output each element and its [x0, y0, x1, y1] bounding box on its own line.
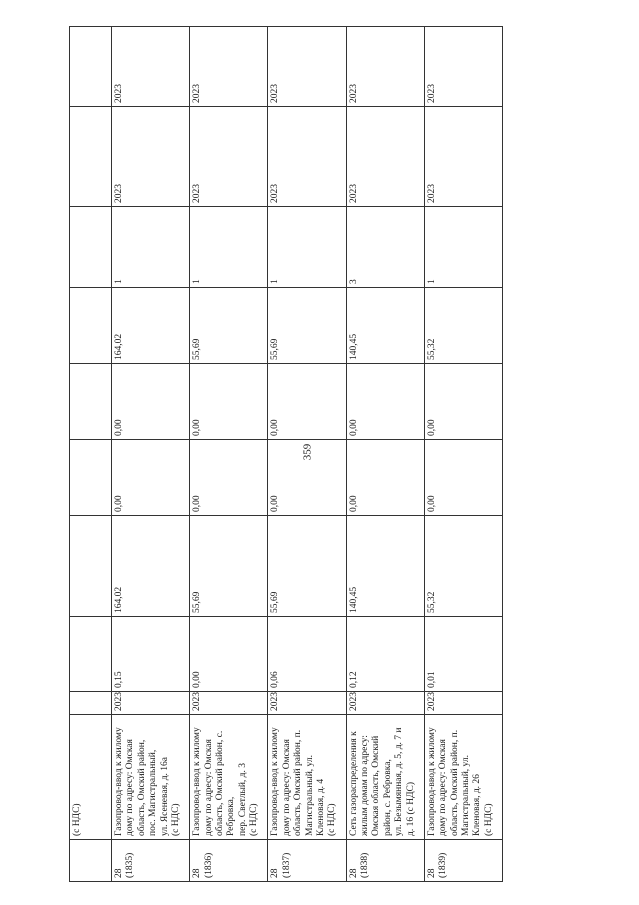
cell-blank: [70, 840, 112, 882]
cell-object-description: Газопровод-ввод к жилому дому по адресу: Омская область, Омский район, пос. Магистральный, ул. Ясеневая, д. 16а (с НДС): [112, 715, 190, 840]
cell-quantity: 3: [346, 207, 424, 288]
cell-year: 2023: [268, 692, 346, 715]
cell-start-year: 2023: [346, 107, 424, 207]
cell-object-number: 28 (1835): [112, 840, 190, 882]
rotated-table-container: [69, 27, 503, 882]
cell-value-c: 140,45: [346, 288, 424, 364]
cell-value-c: 55,69: [190, 288, 268, 364]
cell-end-year: 2023: [190, 27, 268, 107]
table-row: [112, 27, 190, 882]
cell-value-b: 0,00: [190, 364, 268, 440]
cell-year: 2023: [190, 692, 268, 715]
continuation-row: [70, 27, 112, 882]
cell-end-year: 2023: [424, 27, 502, 107]
cell-object-description: Газопровод-ввод к жилому дому по адресу: Омская область, Омский район, п. Магистральный, ул. Кленовая, д. 4 (с НДС): [268, 715, 346, 840]
cell-start-year: 2023: [112, 107, 190, 207]
cell-blank: [70, 107, 112, 207]
cell-value-a: 0,00: [112, 440, 190, 516]
cell-blank: [70, 617, 112, 692]
cell-capacity: 0,15: [112, 617, 190, 692]
cell-header-vat: (с НДС): [70, 715, 112, 840]
cell-value-a: 0,00: [190, 440, 268, 516]
cell-blank: [70, 27, 112, 107]
cell-value-b: 0,00: [112, 364, 190, 440]
cell-year: 2023: [346, 692, 424, 715]
cell-capacity: 0,00: [190, 617, 268, 692]
cell-object-number: 28 (1836): [190, 840, 268, 882]
cell-blank: [70, 440, 112, 516]
cell-value-b: 0,00: [424, 364, 502, 440]
cell-value-b: 0,00: [268, 364, 346, 440]
table-row: [424, 27, 502, 882]
cell-object-description: Газопровод-ввод к жилому дому по адресу: Омская область, Омский район, с. Ребровка, пер. Светлый, д. 3 (с НДС): [190, 715, 268, 840]
cell-end-year: 2023: [112, 27, 190, 107]
cell-capacity: 0,12: [346, 617, 424, 692]
cell-start-year: 2023: [424, 107, 502, 207]
cell-object-number: 28 (1837): [268, 840, 346, 882]
cell-total-cost: 55,69: [268, 516, 346, 617]
cell-value-a: 0,00: [346, 440, 424, 516]
cell-blank: [70, 692, 112, 715]
table-row: [268, 27, 346, 882]
cell-blank: [70, 288, 112, 364]
cell-quantity: 1: [190, 207, 268, 288]
cell-object-description: Газопровод-ввод к жилому дому по адресу: Омская область, Омский район, п. Магистральный, ул. Кленовая, д. 26 (с НДС): [424, 715, 502, 840]
page-number: 359: [301, 443, 314, 461]
cell-object-description: Сеть газораспределения к жилым домам по адресу: Омская область, Омский район, с. Ребровка, ул. Безымянная, д. 5, д. 7 и д. 16 (с НДС): [346, 715, 424, 840]
cell-blank: [70, 364, 112, 440]
cell-start-year: 2023: [268, 107, 346, 207]
cell-total-cost: 55,69: [190, 516, 268, 617]
cell-quantity: 1: [424, 207, 502, 288]
cell-value-c: 55,32: [424, 288, 502, 364]
cell-value-b: 0,00: [346, 364, 424, 440]
investment-table: [69, 26, 503, 882]
cell-end-year: 2023: [346, 27, 424, 107]
cell-quantity: 1: [112, 207, 190, 288]
cell-total-cost: 55,32: [424, 516, 502, 617]
cell-value-a: 0,00: [268, 440, 346, 516]
table-row: [346, 27, 424, 882]
table-row: [190, 27, 268, 882]
cell-year: 2023: [424, 692, 502, 715]
cell-capacity: 0,01: [424, 617, 502, 692]
cell-blank: [70, 207, 112, 288]
cell-start-year: 2023: [190, 107, 268, 207]
cell-value-a: 0,00: [424, 440, 502, 516]
cell-value-c: 55,69: [268, 288, 346, 364]
cell-quantity: 1: [268, 207, 346, 288]
cell-object-number: 28 (1839): [424, 840, 502, 882]
cell-capacity: 0,06: [268, 617, 346, 692]
cell-object-number: 28 (1838): [346, 840, 424, 882]
cell-year: 2023: [112, 692, 190, 715]
cell-total-cost: 164,02: [112, 516, 190, 617]
cell-value-c: 164,02: [112, 288, 190, 364]
cell-end-year: 2023: [268, 27, 346, 107]
cell-blank: [70, 516, 112, 617]
cell-total-cost: 140,45: [346, 516, 424, 617]
